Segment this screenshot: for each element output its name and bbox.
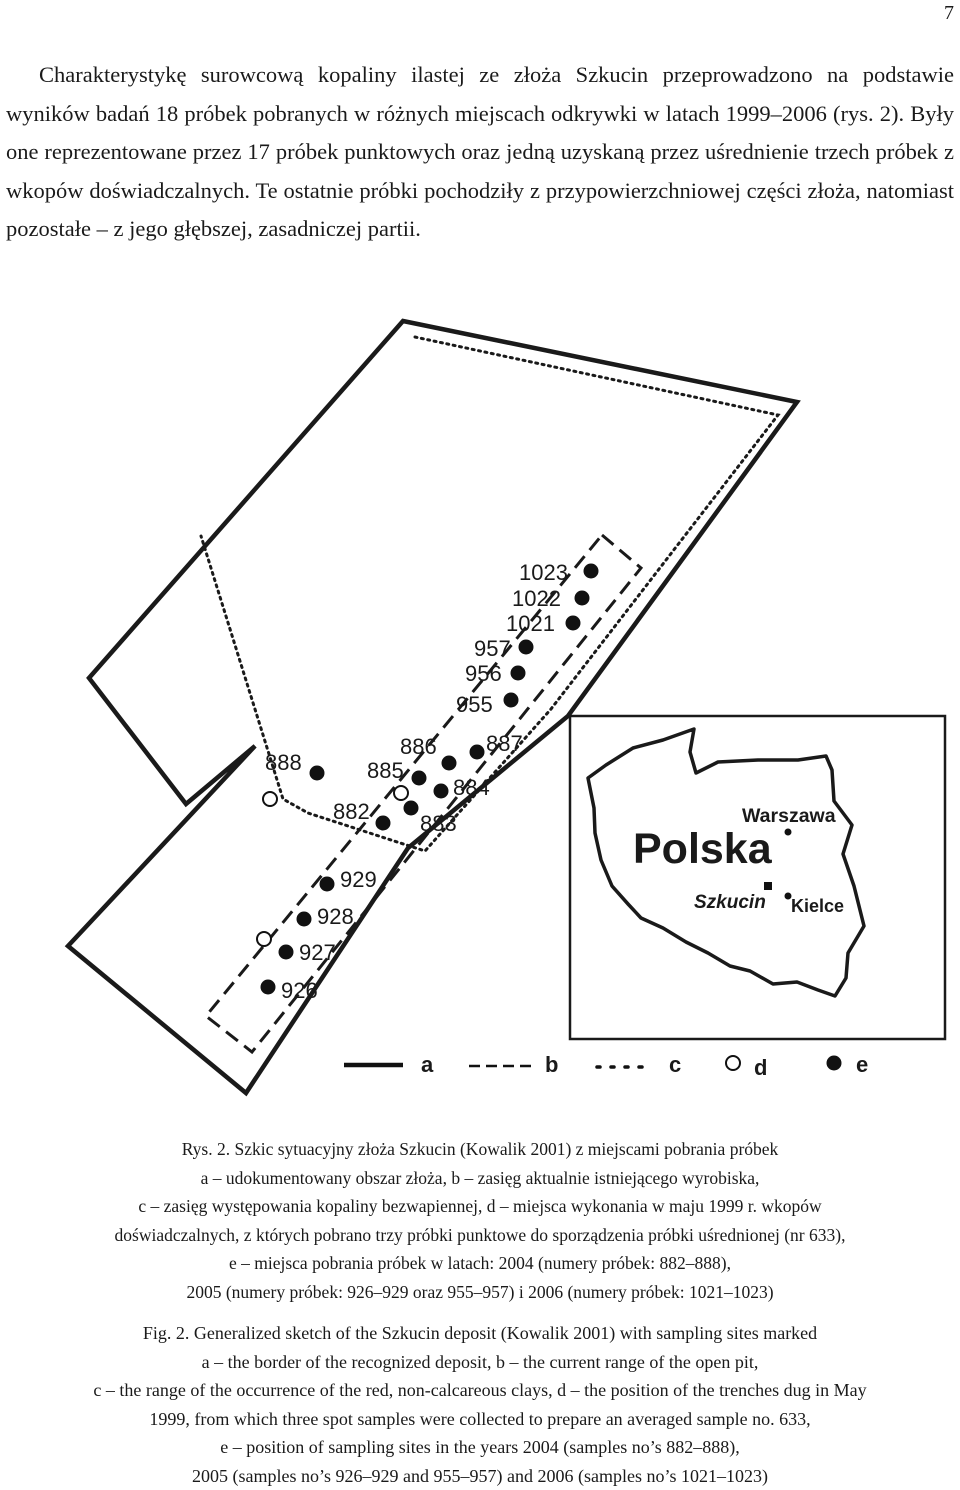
caption-pl-line: 2005 (numery próbek: 926–929 oraz 955–957) i 2006 (numery próbek: 1021–1023) [0,1278,960,1307]
sample-label-955: 955 [456,692,493,717]
sample-site-957 [519,640,534,655]
sample-site-1021 [566,616,581,631]
sample-label-929: 929 [340,867,377,892]
figure [0,300,960,1130]
legend [344,1052,868,1080]
caption-en-line: c – the range of the occurrence of the red, non-calcareous clays, d – the position of the trenches dug in May [0,1376,960,1405]
inset-capital-label: Warszawa [742,805,836,827]
trench-site-3 [257,932,271,946]
trench-site-2 [394,786,408,800]
caption-en-line: 1999, from which three spot samples were collected to prepare an averaged sample no. 633, [0,1405,960,1434]
caption-pl-line: c – zasięg występowania kopaliny bezwapiennej, d – miejsca wykonania w maju 1999 r. wkopów [0,1192,960,1221]
sample-site-926 [261,980,276,995]
sample-site-928 [297,912,312,927]
sample-site-885 [412,771,427,786]
caption-en-line: a – the border of the recognized deposit, b – the current range of the open pit, [0,1348,960,1377]
sample-label-884: 884 [453,775,490,800]
caption-pl-line: e – miejsca pobrania próbek w latach: 2004 (numery próbek: 882–888), [0,1249,960,1278]
sample-label-883: 883 [420,811,457,836]
sample-site-1023 [584,564,599,579]
sample-site-882 [376,816,391,831]
sample-label-888: 888 [265,750,302,775]
caption-en-line: e – position of sampling sites in the years 2004 (samples no’s 882–888), [0,1433,960,1462]
sample-site-886 [442,756,457,771]
capital-marker [785,829,792,836]
sample-site-887 [470,745,485,760]
sample-site-883 [404,801,419,816]
sample-label-926: 926 [281,978,318,1003]
legend-label-d: d [754,1055,767,1080]
caption-english [0,1319,960,1490]
sample-site-955 [504,693,519,708]
sample-label-886: 886 [400,734,437,759]
legend-swatch-e [827,1056,842,1071]
sample-site-929 [320,877,335,892]
site-marker [764,882,772,890]
caption-en-line: 2005 (samples no’s 926–929 and 955–957) and 2006 (samples no’s 1021–1023) [0,1462,960,1490]
caption-pl-line: Rys. 2. Szkic sytuacyjny złoża Szkucin (Kowalik 2001) z miejscami pobrania próbek [0,1135,960,1164]
sample-site-884 [434,784,449,799]
sample-site-888 [310,766,325,781]
sample-label-1021: 1021 [506,611,555,636]
trench-site-1 [263,792,277,806]
intro-paragraph: Charakterystykę surowcową kopaliny ilastej ze złoża Szkucin przeprowadzono na podstawie wyników badań 18 próbek pobranych w różnych miejscach odkrywki w latach 1999–2006 (rys. 2). Były one reprezentowane przez 17 próbek punktowych oraz jedną uzyskaną przez uśrednienie trzech próbek z wkopów doświadczalnych. Te ostatnie próbki pochodziły z przypowierzchniowej części złoża, natomiast pozostałe – z jego głębszej, zasadniczej partii. [6,56,954,249]
sample-label-885: 885 [367,758,404,783]
sample-label-928: 928 [317,904,354,929]
inset-city-label: Kielce [791,896,844,916]
sample-label-887: 887 [486,731,523,756]
deposit-sketch [0,300,960,1130]
caption-polish [0,1135,960,1306]
sample-label-927: 927 [299,940,336,965]
sample-site-1022 [575,591,590,606]
sample-label-1023: 1023 [519,560,568,585]
location-inset [570,716,945,1039]
legend-label-c: c [669,1052,681,1077]
sample-label-1022: 1022 [512,586,561,611]
sample-label-956: 956 [465,661,502,686]
caption-en-line: Fig. 2. Generalized sketch of the Szkucin deposit (Kowalik 2001) with sampling sites marked [0,1319,960,1348]
legend-label-a: a [421,1052,434,1077]
page-number: 7 [944,2,954,25]
sample-label-957: 957 [474,636,511,661]
sample-site-927 [279,945,294,960]
inset-site-label: Szkucin [694,892,766,913]
caption-pl-line: doświadczalnych, z których pobrano trzy próbki punktowe do sporządzenia próbki uśrednionej (nr 633), [0,1221,960,1250]
legend-swatch-d [726,1056,740,1070]
legend-label-e: e [856,1052,868,1077]
legend-label-b: b [545,1052,558,1077]
inset-country-label: Polska [633,825,773,873]
figure-captions [0,1135,960,1490]
sample-label-882: 882 [333,799,370,824]
sample-site-956 [511,666,526,681]
caption-pl-line: a – udokumentowany obszar złoża, b – zasięg aktualnie istniejącego wyrobiska, [0,1164,960,1193]
